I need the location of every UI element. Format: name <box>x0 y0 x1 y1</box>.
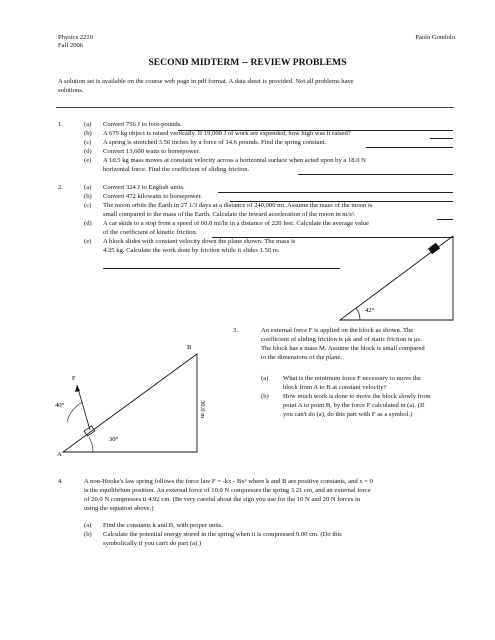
problem-2e-text: 4.25 kg. Calculate the work done by friction while it slides 1.50 m. <box>103 247 280 254</box>
problem-2a-label: (a) <box>84 184 92 191</box>
problem-3a-text: block from A to B at constant velocity? <box>283 384 387 391</box>
problem-4-text: A non-Hooke's law spring follows the force law F = -kx - Bx³ where k and B are positive constants, and x = 0 <box>84 478 373 485</box>
point-a-label: A <box>57 451 62 458</box>
problem-4a-text: Find the constants k and B, with proper units. <box>103 522 224 529</box>
problem-4b-text: Calculate the potential energy stored in the spring when it is compressed 9.00 cm. (Do this <box>103 531 342 538</box>
problem-3b-text: you can't do (a), do this part with F as a symbol.) <box>283 411 413 418</box>
force-arrow <box>77 385 90 430</box>
problem-2c-text: small compared to the mass of the Earth. Calculate the inward acceleration of the moon in m/s². <box>103 211 356 218</box>
intro-text <box>58 77 458 95</box>
plane-angle-label: 30° <box>109 436 119 443</box>
answer-line <box>366 147 453 148</box>
answer-line <box>298 174 453 175</box>
course-name: Physics 2210 <box>58 34 93 41</box>
page-title: SECOND MIDTERM -- REVIEW PROBLEMS <box>148 57 347 68</box>
angle-arc <box>89 437 93 452</box>
intro-line: solutions. <box>58 87 84 94</box>
problem-3b-label: (b) <box>261 393 269 400</box>
problem-3-text: coefficient of sliding friction is μk and of static friction is μs. <box>261 336 422 343</box>
problem-3a-text: What is the minimum force F necessary to move the <box>283 375 421 382</box>
block <box>428 243 440 255</box>
problem-4-text: of 20.0 N compresses it 4.92 cm. (Be very careful about the sign you use for the 10 N and 20 N forces in <box>84 496 361 503</box>
intro-line: A solution set is available on the course web page in pdf format. A data sheet is provided. Not all problems have <box>58 78 354 85</box>
problem-1c-text: A spring is stretched 3.50 inches by a force of 14.6 pounds. Find the spring constant. <box>103 139 327 146</box>
problem-1b-text: A 675 kg object is raised vertically. If 19,000 J of work are expended, how high was it raised? <box>103 130 351 137</box>
problem-1b-label: (b) <box>84 130 92 137</box>
problem-2a-text: Convert 324 J to English units. <box>103 184 185 191</box>
problem-1a-label: (a) <box>84 121 92 128</box>
answer-line <box>103 268 340 269</box>
problem-4b-label: (b) <box>84 531 92 538</box>
force-angle-label: 40° <box>55 402 65 409</box>
arrowhead <box>75 385 80 392</box>
answer-line <box>218 192 453 193</box>
answer-line <box>430 138 453 139</box>
problem-3-text: An external force F is applied on the block as shown. The <box>261 327 414 334</box>
problem-1a-text: Convert 756 J to foot-pounds. <box>103 121 182 128</box>
problem-1c-label: (c) <box>84 139 92 146</box>
problem-2d-text: of the coefficient of kinetic friction. <box>103 229 198 236</box>
problem-2e-text: A block slides with constant velocity down the plane shown. The mass is <box>103 238 296 245</box>
problem-1e-label: (e) <box>84 157 92 164</box>
problem-2b-text: Convert 472 kilowatts to horsepower. <box>103 193 203 200</box>
problem-3a-label: (a) <box>261 375 269 382</box>
point-b-label: B <box>187 344 192 351</box>
angle-arc <box>356 308 360 320</box>
divider <box>56 107 454 108</box>
force-label: F <box>72 375 76 382</box>
angle-label: 42° <box>365 307 375 314</box>
problem-4b-text: symbolically if you can't do part (a).) <box>103 540 202 547</box>
problem-4a-label: (a) <box>84 522 92 529</box>
problem-2b-label: (b) <box>84 193 92 200</box>
problem-4-number: 4. <box>58 478 63 485</box>
problem-4-text: using the equation above.) <box>84 505 154 512</box>
problem-2-number: 2. <box>58 184 63 191</box>
height-label: 30.0 m <box>199 400 206 419</box>
problem-3b-text: point A to point B, by the force F calculated in (a). (If <box>283 402 425 409</box>
angle-arc <box>67 402 83 422</box>
problem-2c-text: The moon orbits the Earth in 27 1/3 days at a distance of 240,000 mi. Assume the mass of the moon is <box>103 202 373 209</box>
problem-3-text: to the dimensions of the plane. <box>261 354 342 361</box>
plane-triangle <box>63 354 197 452</box>
problem-1-number: 1. <box>58 121 63 128</box>
answer-line <box>437 219 453 220</box>
problem-2e-label: (e) <box>84 238 92 245</box>
problem-1d-text: Convert 13,600 watts to horsepower. <box>103 148 201 155</box>
problem-2d-text: A car skids to a stop from a speed of 60.0 mi/hr in a distance of 220 feet. Calculate the average value <box>103 220 370 227</box>
problem-1e-text: A 10.5 kg mass moves at constant velocity across a horizontal surface when acted upon by a 18.0 N <box>103 157 366 164</box>
term: Fall 2006 <box>58 42 84 49</box>
author: Paolo Gondolo <box>415 34 455 41</box>
problem-2d-label: (d) <box>84 220 92 227</box>
incline-30-figure <box>55 340 215 460</box>
problem-3-text: The block has a mass M. Assume the block is small compared <box>261 345 425 352</box>
problem-1d-label: (d) <box>84 148 92 155</box>
problem-3-number: 3. <box>233 327 238 334</box>
problem-2c-label: (c) <box>84 202 92 209</box>
problem-4-text: is the equilibrium position. An external force of 10.0 N compresses the spring 3.21 cm, and an external force <box>84 487 371 494</box>
problem-1e-text: horizontal force. Find the coefficient of sliding friction. <box>103 166 250 173</box>
incline-42-figure <box>335 230 460 330</box>
problem-3b-text: How much work is done to move the block slowly from <box>283 393 431 400</box>
